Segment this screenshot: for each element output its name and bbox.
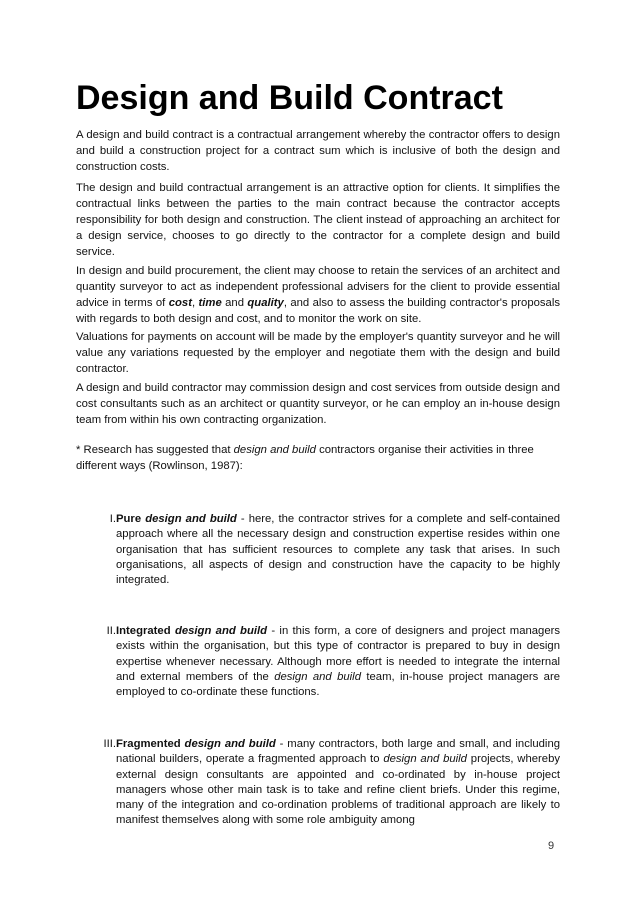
text-run: contractors organise their activities in three different ways (Rowlinson, 1987): xyxy=(76,444,534,472)
list-item-text xyxy=(116,737,560,829)
list-item-term-inline: design and build xyxy=(383,753,467,766)
list-number: II. xyxy=(106,625,116,637)
emphasis-quality: quality xyxy=(247,296,284,309)
list-item-text xyxy=(116,512,560,588)
text-run: In design and build procurement, the client may choose to retain the services of an architect and quantity surveyor to act as independent professional advisers for the client to provide essential advice in terms of xyxy=(76,265,560,309)
list-item-text xyxy=(116,624,560,700)
text-run: and xyxy=(221,296,248,309)
paragraph-procurement xyxy=(76,264,560,328)
list-item-term: design and build xyxy=(184,738,276,750)
page-title: Design and Build Contract xyxy=(76,79,503,117)
text-run: - here, the contractor strives for a complete and self-contained approach where all the necessary design and construction expertise resides within one organisation that has sufficient resources to complete any task that arises. In such organisations, all aspects of design and construction have the capacity to be highly integrated. xyxy=(116,513,561,587)
text-run: , xyxy=(191,296,199,309)
page-number: 9 xyxy=(548,840,555,852)
paragraph-definition: A design and build contract is a contractual arrangement whereby the contractor offers to design and build a construction project for a contract sum which is inclusive of both the design and construction costs. xyxy=(76,129,560,173)
list-item-term: design and build xyxy=(174,625,268,637)
text-run: - in this form, a core of designers and project managers exists within the organisation, but this type of contractor is prepared to buy in design expertise whenever necessary. Although more effort is needed to integrate the internal and external members of the xyxy=(116,625,561,683)
paragraph-valuations: Valuations for payments on account will be made by the employer's quantity surveyor and he will value any variations requested by the employer and negotiate them with the design and build contractor. xyxy=(76,331,560,375)
paragraph-attractive-option: The design and build contractual arrangement is an attractive option for clients. It simplifies the contractual links between the parties to the main contract because the contractor accepts responsibility for both design and construction. The client instead of approaching an architect for a design service, chooses to go directly to the contractor for a complete design and build service. xyxy=(76,182,560,258)
text-run: * Research has suggested that xyxy=(76,444,234,456)
emphasis-cost: cost xyxy=(168,296,192,309)
list-item-pure xyxy=(76,512,560,588)
list-item-fragmented xyxy=(76,737,560,829)
paragraph-consultants: A design and build contractor may commission design and cost services from outside design and cost consultants such as an architect or quantity surveyor, or he can employ an in-house design team from within his own contracting organization. xyxy=(76,382,560,426)
text-run: , and also to assess the building contractor's proposals with regards to both design and cost, and to monitor the work on site. xyxy=(76,296,560,325)
list-number: I. xyxy=(109,513,116,525)
text-run: projects, whereby external design consultants are appointed and co-ordinated by in-house project managers whose other main task is to take and refine client briefs. Under this regime, many of the integration and co-ordination problems of traditional approach are likely to manifest themselves along with some role ambiguity among xyxy=(116,753,561,827)
list-item-lead: Fragmented xyxy=(116,738,181,750)
list-number: III. xyxy=(103,738,116,750)
text-run: team, in-house project managers are employed to co-ordinate these functions. xyxy=(116,670,560,699)
list-item-term: design and build xyxy=(145,513,237,525)
text-run: - many contractors, both large and small, and including national builders, operate a fragmented approach to xyxy=(116,738,561,766)
emphasis-design-and-build: design and build xyxy=(233,444,316,456)
list-item-integrated xyxy=(76,624,560,700)
list-item-lead: Pure xyxy=(116,513,142,525)
emphasis-time: time xyxy=(198,296,222,309)
list-item-lead: Integrated xyxy=(116,625,171,637)
research-note xyxy=(76,443,560,475)
list-item-term-inline: design and build xyxy=(274,670,361,683)
